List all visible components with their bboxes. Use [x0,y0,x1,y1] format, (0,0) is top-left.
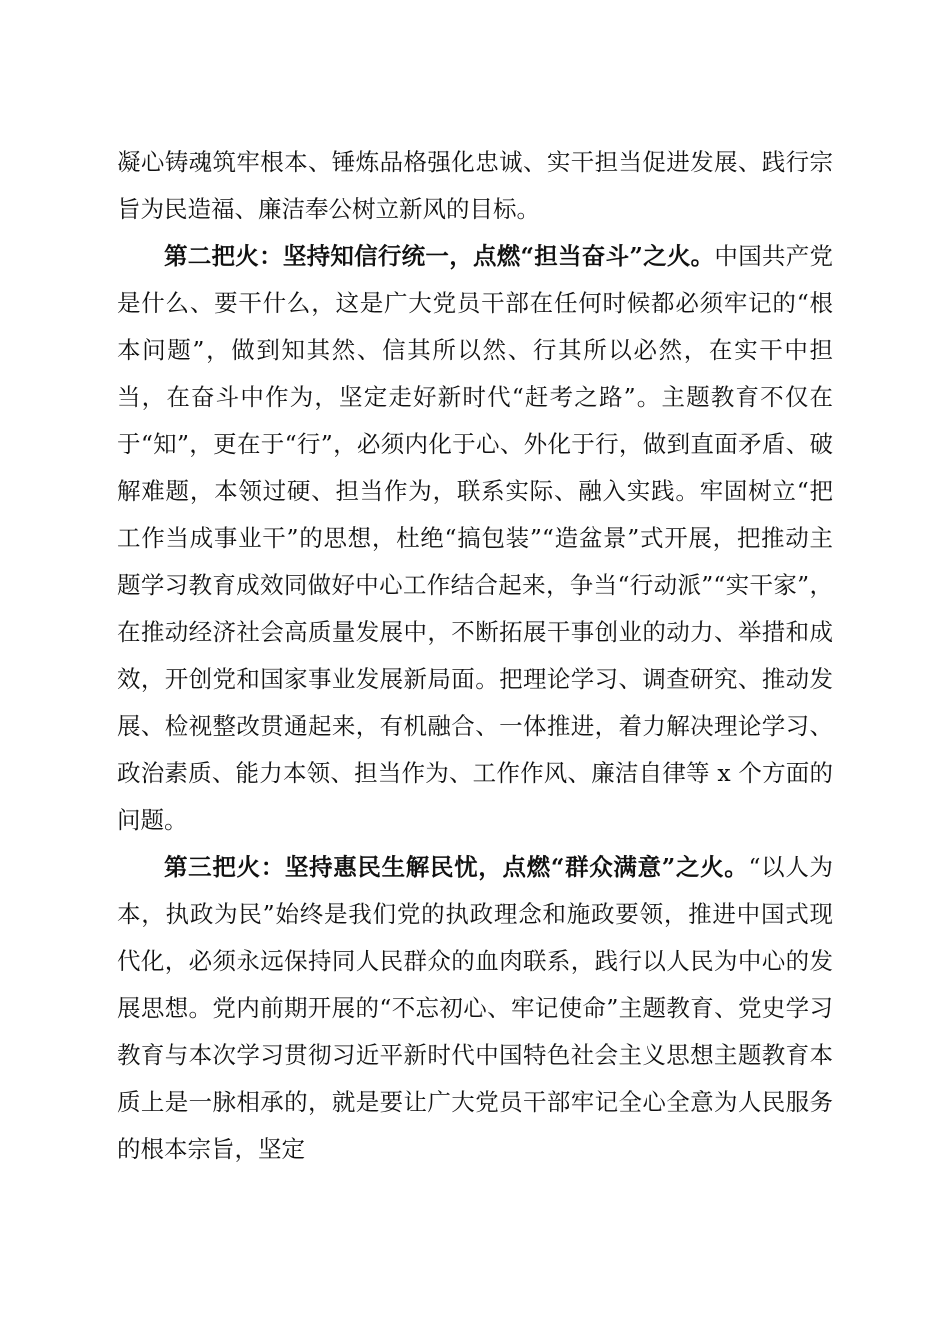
paragraph-text: 中国共产党是什么、要干什么，这是广大党员干部在任何时候都必须牢记的“根本问题”，做到知其然、信其所以然、行其所以必然，在实干中担当，在奋斗中作为，坚定走好新时代“赶考之路”。主题教育不仅在于“知”，更在于“行”，必须内化于心、外化于行，做到直面矛盾、破解难题，本领过硬、担当作为，联系实际、融入实践。牢固树立“把工作当成事业干”的思想，杜绝“搞包装”“造盆景”式开展，把推动主题学习教育成效同做好中心工作结合起来，争当“行动派”“实干家”，在推动经济社会高质量发展中，不断拓展干事创业的动力、举措和成效，开创党和国家事业发展新局面。把理论学习、调查研究、推动发展、检视整改贯通起来，有机融合、一体推进，着力解决理论学习、政治素质、能力本领、担当作为、工作作风、廉洁自律等 x 个方面的问题。 [117,242,833,834]
paragraph-continuation [117,139,833,233]
paragraph-heading: 第二把火：坚持知信行统一，点燃“担当奋斗”之火。 [164,242,715,270]
paragraph-heading: 第三把火：坚持惠民生解民忧，点燃“群众满意”之火。 [164,853,749,881]
paragraph-second-fire [117,233,833,844]
paragraph-text: 凝心铸魂筑牢根本、锤炼品格强化忠诚、实干担当促进发展、践行宗旨为民造福、廉洁奉公树立新风的目标。 [117,148,833,223]
paragraph-third-fire [117,844,833,1173]
paragraph-text: “以人为本，执政为民”始终是我们党的执政理念和施政要领，推进中国式现代化，必须永远保持同人民群众的血肉联系，践行以人民为中心的发展思想。党内前期开展的“不忘初心、牢记使命”主题教育、党史学习教育与本次学习贯彻习近平新时代中国特色社会主义思想主题教育本质上是一脉相承的，就是要让广大党员干部牢记全心全意为人民服务的根本宗旨，坚定 [117,853,833,1163]
document-page [117,139,833,1173]
